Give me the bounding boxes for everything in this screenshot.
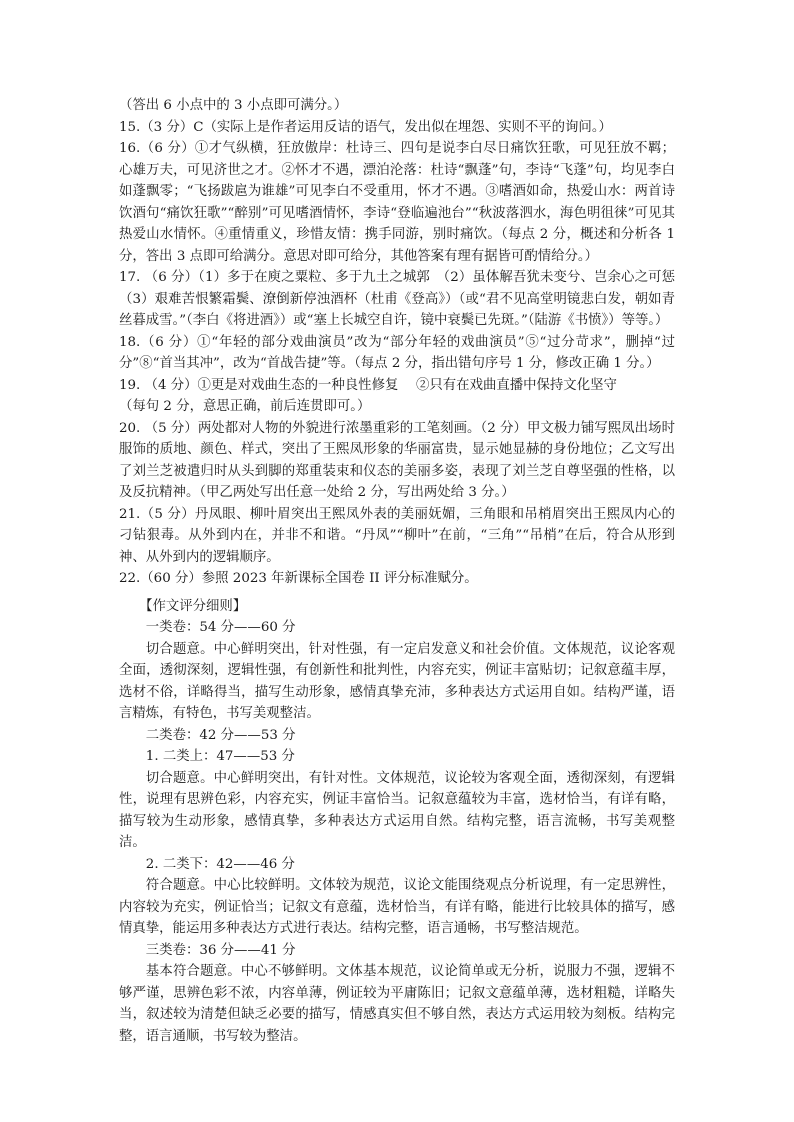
rubric-class1-title: 一类卷：54 分——60 分 bbox=[145, 620, 296, 635]
page-content bbox=[119, 95, 689, 1047]
rubric-class3-title: 三类卷：36 分——41 分 bbox=[145, 942, 296, 958]
rubric-class2-title: 二类卷：42 分——53 分 bbox=[145, 727, 296, 743]
answer-21: 21.（5 分）丹凤眼、柳叶眉突出王熙凤外表的美丽妩媚，三角眼和吊梢眉突出王熙凤内心的刁钻狠毒。从外到内在，并非不和谐。“丹凤”“柳叶”在前，“三角”“吊梢”在后，符合从形到神、从外到内的逻辑顺序。 bbox=[119, 506, 675, 565]
answer-18: 18.（6 分）①“年轻的部分戏曲演员”改为“部分年轻的戏曲演员”⑤“过分苛求”，删掉“过分”⑧“首当其冲”，改为“首战告捷”等。（每点 2 分，指出错句序号 1 分，修改正确 1 分。） bbox=[119, 334, 675, 371]
answer-22: 22.（60 分）参照 2023 年新课标全国卷 II 评分标准赋分。 bbox=[119, 571, 478, 586]
rubric-class2a-title: 1. 二类上：47——53 分 bbox=[145, 749, 295, 764]
rubric-class3-text: 基本符合题意。中心不够鲜明。文体基本规范，议论简单或无分析，说服力不强，逻辑不够严谨，思辨色彩不浓，内容单薄，例证较为平庸陈旧；记叙文意蕴单薄，选材粗糙，详略失当，叙述较为清楚但缺乏必要的描写，情感真实但不够自然，表达方式运用较为刻板。结构完整，语言通顺，书写较为整洁。 bbox=[119, 964, 675, 1044]
rubric-class1-text: 切合题意。中心鲜明突出，针对性强，有一定启发意义和社会价值。文体规范，议论客观全面，透彻深刻，逻辑性强，有创新性和批判性，内容充实，例证丰富贴切；记叙意蕴丰厚，选材不俗，详略得当，描写生动形象，感情真挚充沛，多种表达方式运用自如。结构严谨，语言精炼，有特色，书写美观整洁。 bbox=[119, 641, 675, 721]
answer-19: 19. （4 分）①更是对戏曲生态的一种良性修复 ②只有在戏曲直播中保持文化坚守 bbox=[119, 377, 617, 393]
rubric-class2b-text: 符合题意。中心比较鲜明。文体较为规范，议论文能围绕观点分析说理，有一定思辨性，内容较为充实，例证恰当；记叙文有意蕴，选材恰当，有详有略，能进行比较具体的描写，感情真挚，能运用多种表达方式进行表达。结构完整，语言通畅，书写整洁规范。 bbox=[119, 878, 675, 936]
rubric-heading: 【作文评分细则】 bbox=[139, 598, 247, 614]
answer-17: 17. （6 分）（1）多于在庾之粟粒、多于九土之城郭 （2）虽体解吾犹未变兮、岂余心之可惩 （3）艰难苦恨繁霜鬓、潦倒新停浊酒杯（杜甫《登高》）（或“君不见高堂明镜悲白发，朝如青丝暮成雪。”（李白《将进酒》）或“塞上长城空自许，镜中衰鬓已先斑。”（陆游《书愤》）等等。） bbox=[119, 270, 689, 328]
answer-16: 16.（6 分）①才气纵横，狂放傲岸：杜诗三、四句是说李白尽日痛饮狂歌，可见狂放不羁；心雄万夫，可见济世之才。②怀才不遇，漂泊沦落：杜诗“飘蓬”句，李诗“飞蓬”句，均见李白如蓬飘零；“飞扬跋扈为谁雄”可见李白不受重用，怀才不遇。③嗜酒如命，热爱山水：两首诗饮酒句“痛饮狂歌”“醉别”可见嗜酒情怀，李诗“登临遍池台”“秋波落泗水，海色明徂徕”可见其热爱山水情怀。④重情重义，珍惜友情：携手同游，别时痛饮。（每点 2 分，概述和分析各 1 分，答出 3 点即可给满分。意思对即可给分，其他答案有理有据皆可酌情给分。） bbox=[119, 141, 675, 264]
rubric-class2a-text: 切合题意。中心鲜明突出，有针对性。文体规范，议论较为客观全面，透彻深刻，有逻辑性，说理有思辨色彩，内容充实，例证丰富恰当。记叙意蕴较为丰富，选材恰当，有详有略，描写较为生动形象，感情真挚，多种表达方式运用自然。结构完整，语言流畅，书写美观整洁。 bbox=[119, 770, 675, 850]
note-line: （答出 6 小点中的 3 小点即可满分。） bbox=[119, 98, 348, 113]
rubric-class2b-title: 2. 二类下：42——46 分 bbox=[145, 856, 295, 872]
answer-15: 15.（3 分）C（实际上是作者运用反诘的语气，发出似在埋怨、实则不平的询问。） bbox=[119, 119, 612, 135]
answer-20: 20. （5 分）两处都对人物的外貌进行浓墨重彩的工笔刻画。（2 分）甲文极力铺写熙凤出场时服饰的质地、颜色、样式，突出了王熙凤形象的华丽富贵，显示她显赫的身份地位；乙文写出了刘兰芝被遣归时从头到脚的郑重装束和仪态的美丽多姿，表现了刘兰芝自尊坚强的性格，以及反抗精神。（甲乙两处写出任意一处给 2 分，写出两处给 3 分。） bbox=[119, 420, 675, 500]
answer-19-note: （每句 2 分，意思正确，前后连贯即可。） bbox=[119, 399, 371, 414]
